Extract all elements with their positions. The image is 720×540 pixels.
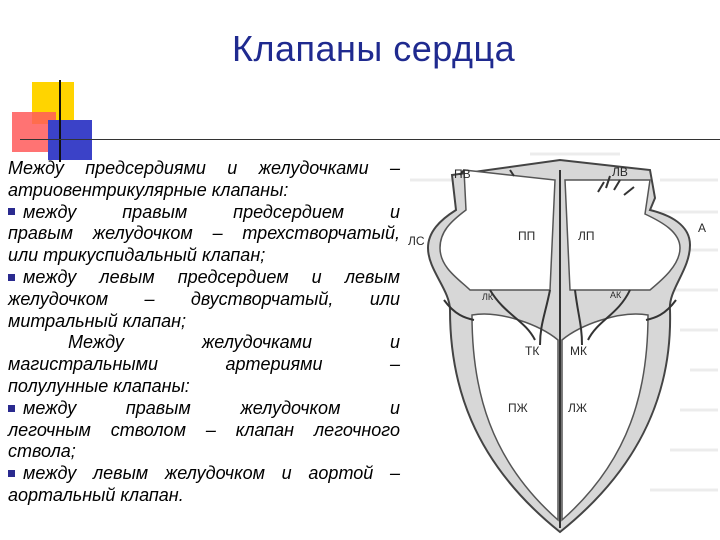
decor-blue-square xyxy=(48,120,92,160)
bullet-icon xyxy=(8,208,15,215)
bullet-icon xyxy=(8,274,15,281)
label-lzh: ЛЖ xyxy=(568,401,587,415)
text-line: правым желудочком – трехстворчатый, xyxy=(8,223,400,244)
text-line: Между предсердиями и желудочками – xyxy=(8,158,400,178)
bullet-item: между левым предсердием и левым xyxy=(8,267,400,289)
text-line: митральный клапан; xyxy=(8,310,187,331)
text-line: атриовентрикулярные клапаны: xyxy=(8,179,289,200)
decor-vertical-line xyxy=(59,80,61,162)
bullet-item: между правым желудочком и xyxy=(8,398,400,420)
label-tk: ТК xyxy=(525,344,540,358)
label-lv: ЛВ xyxy=(612,165,628,179)
label-pzh: ПЖ xyxy=(508,401,528,415)
text-line: Между желудочками и xyxy=(68,332,400,353)
label-ak: АК xyxy=(610,290,622,300)
text-line: ствола; xyxy=(8,441,76,462)
heart-valves-diagram xyxy=(400,140,720,540)
label-pp: ПП xyxy=(518,229,536,243)
text-line: магистральными артериями – xyxy=(8,354,400,375)
text-line: полулунные клапаны: xyxy=(8,375,190,396)
label-ls: ЛС xyxy=(408,234,425,248)
text-line: или трикуспидальный клапан; xyxy=(8,245,266,266)
text-line: желудочком – двустворчатый, или xyxy=(8,288,400,309)
label-a: А xyxy=(698,221,707,235)
bullet-icon xyxy=(8,405,15,412)
label-lk: ЛК xyxy=(482,292,494,302)
slide-title: Клапаны сердца xyxy=(232,28,516,69)
bullet-item: между левым желудочком и аортой – xyxy=(8,463,400,485)
text-line: легочным стволом – клапан легочного xyxy=(8,419,400,440)
bullet-item: между правым предсердием и xyxy=(8,202,400,224)
label-lp: ЛП xyxy=(578,229,595,243)
label-mk: МК xyxy=(570,344,587,358)
label-pv: ПВ xyxy=(454,167,471,181)
body-text xyxy=(8,158,400,507)
bullet-icon xyxy=(8,470,15,477)
text-line: аортальный клапан. xyxy=(8,484,184,505)
